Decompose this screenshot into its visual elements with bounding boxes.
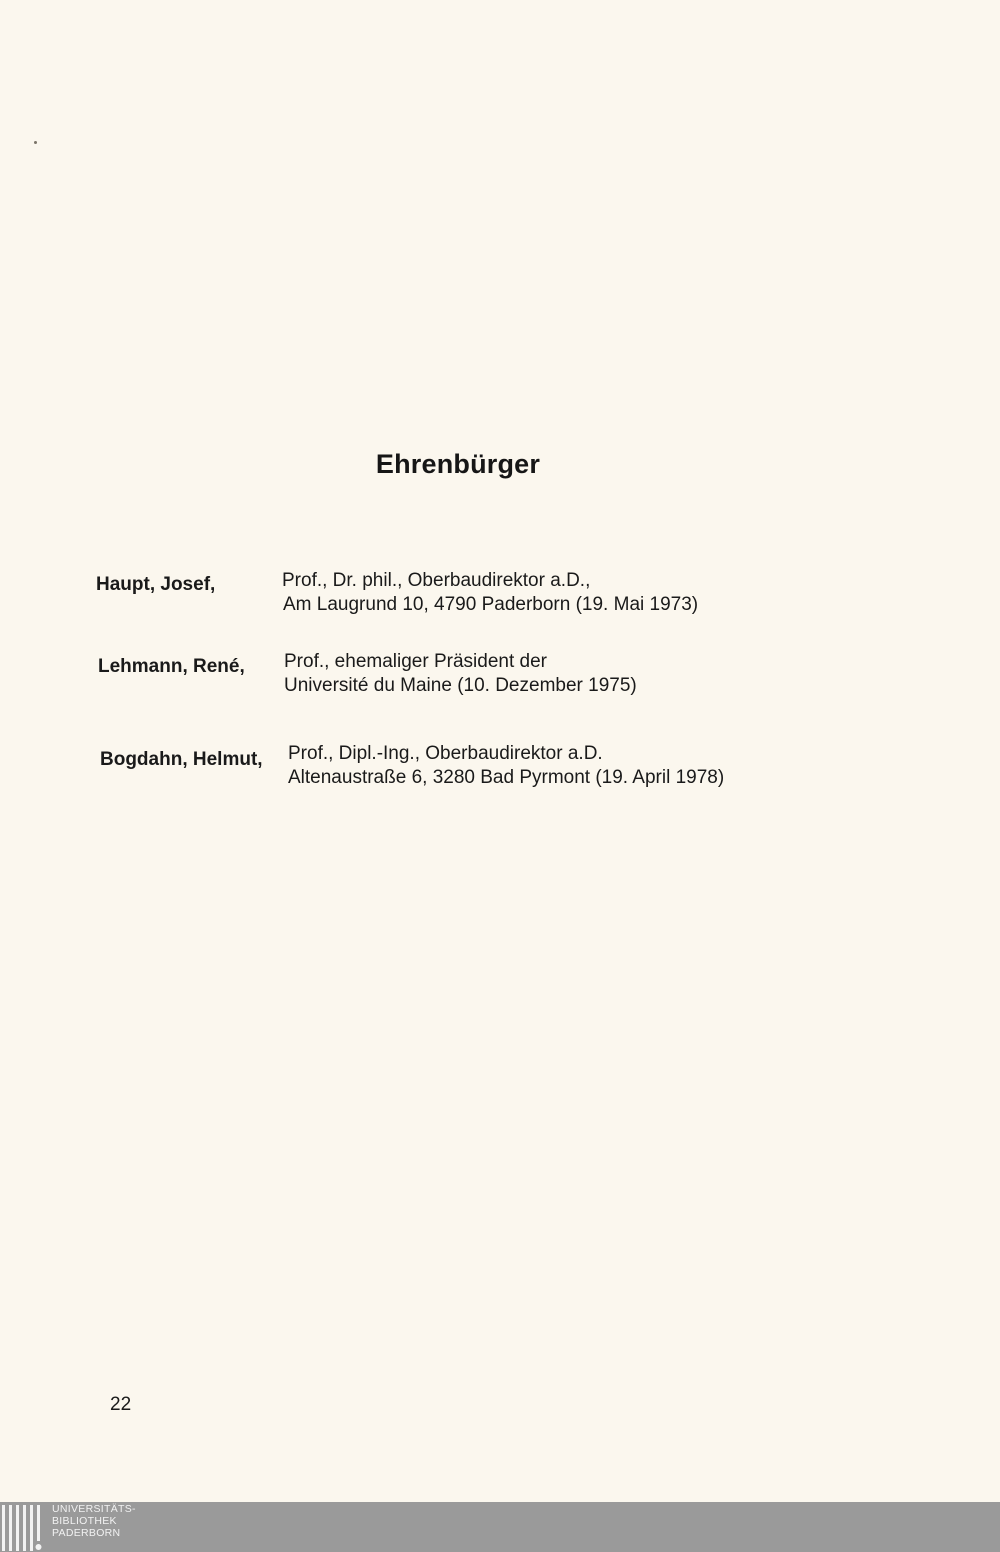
- page-heading: Ehrenbürger: [375, 449, 541, 479]
- library-name-line: UNIVERSITÄTS-: [52, 1503, 136, 1515]
- entry-name: Bogdahn, Helmut,: [100, 749, 263, 770]
- page-number: 22: [110, 1394, 132, 1415]
- entry-line: Am Laugrund 10, 4790 Paderborn (19. Mai 1973): [283, 594, 699, 615]
- library-bars-logo-icon: [2, 1505, 46, 1551]
- entry-line: Prof., Dipl.-Ing., Oberbaudirektor a.D.: [288, 743, 603, 764]
- library-name: [52, 1503, 136, 1539]
- paper-speck: [34, 141, 37, 144]
- library-name-line: BIBLIOTHEK: [52, 1515, 117, 1527]
- library-name-line: PADERBORN: [52, 1527, 121, 1539]
- entry-line: Prof., Dr. phil., Oberbaudirektor a.D.,: [282, 570, 591, 591]
- entry-line: Prof., ehemaliger Präsident der: [284, 651, 547, 672]
- entry-line: Altenaustraße 6, 3280 Bad Pyrmont (19. April 1978): [288, 767, 725, 788]
- library-footer-bar: [0, 1502, 1000, 1552]
- entry-name: Haupt, Josef,: [96, 574, 216, 595]
- entry-line: Université du Maine (10. Dezember 1975): [284, 675, 637, 696]
- entry-name: Lehmann, René,: [98, 656, 245, 677]
